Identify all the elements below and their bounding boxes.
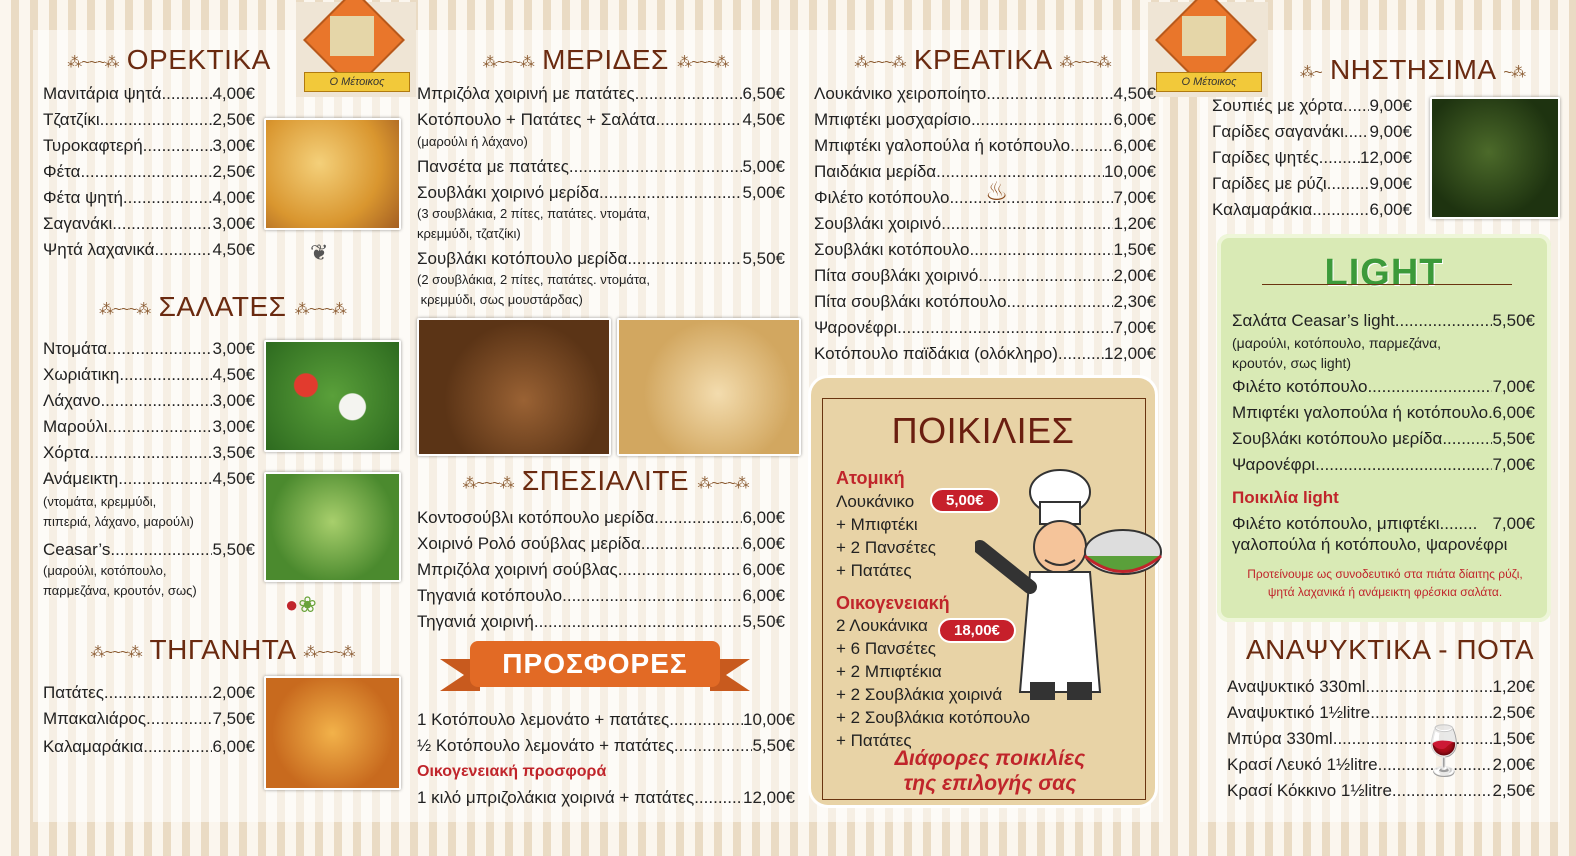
poikilies-slogan: Διάφορες ποικιλίες της επιλογής σας xyxy=(894,747,1086,795)
menu-item xyxy=(1212,148,1412,168)
menu-item-name: Ψαρονέφρι xyxy=(1232,455,1316,474)
greek-salad-photo xyxy=(264,340,401,452)
menu-item-name: Γαρίδες με ρύζι xyxy=(1212,174,1327,193)
menu-item-price: 6,00€ xyxy=(1492,403,1535,422)
menu-item-name: Κρασί Λευκό 1½litre xyxy=(1227,755,1378,774)
menu-item-price: 10,00€ xyxy=(743,710,795,729)
poikilia-line: + Μπιφτέκι xyxy=(836,515,918,534)
menu-item-name: Τυροκαφτερή xyxy=(43,136,143,155)
menu-item xyxy=(814,240,1156,260)
atomiki-price-badge: 5,00€ xyxy=(930,488,1000,513)
menu-item-price: 3,50€ xyxy=(212,443,255,462)
logo-farmer-icon xyxy=(330,16,374,56)
ornament-icon: ⁂~~~⁂ xyxy=(677,53,729,71)
poikilia-line: + 2 Σουβλάκια κοτόπουλο xyxy=(836,708,1031,727)
menu-item-price: 2,00€ xyxy=(1492,755,1535,774)
ornament-icon: ⁂~~~⁂ xyxy=(99,300,151,318)
menu-item xyxy=(417,612,785,632)
poikilia-line: 2 Λουκάνικα xyxy=(836,616,928,635)
menu-item-price: 7,00€ xyxy=(1113,318,1156,337)
menu-item-price: 4,50€ xyxy=(212,365,255,384)
section-heading-anapsyktika: ΑΝΑΨΥΚΤΙΚΑ - ΠΟΤΑ xyxy=(1245,634,1535,665)
family-offer-item: 1 κιλό μπριζολάκια χοιρινά + πατάτες ..... 12,00€ xyxy=(417,788,795,808)
grill-sketch-icon: ♨ xyxy=(985,176,1009,206)
menu-item-name: Μπριζόλα χοιρινή με πατάτες xyxy=(417,84,635,103)
menu-item-name: Ψητά λαχανικά xyxy=(43,240,155,259)
menu-item-price: 4,00€ xyxy=(212,84,255,103)
grilled-chicken-photo xyxy=(617,318,801,456)
menu-item-name: Λουκάνικο χειροποίητο xyxy=(814,84,987,103)
menu-item xyxy=(814,266,1156,286)
menu-item xyxy=(417,110,785,130)
menu-item-price: 12,00€ xyxy=(1360,148,1412,167)
menu-item xyxy=(1232,311,1535,331)
menu-item xyxy=(1227,677,1535,697)
menu-item-name: Σουπιές με χόρτα xyxy=(1212,96,1344,115)
menu-item-price: 5,50€ xyxy=(1492,311,1535,330)
menu-item-name: Γαρίδες ψητές xyxy=(1212,148,1319,167)
logo-text: Ο Μέτοικος xyxy=(1156,72,1262,92)
menu-item-price: 3,00€ xyxy=(212,391,255,410)
poikilia-light-line2: γαλοπούλα ή κοτόπουλο, ψαρονέφρι xyxy=(1232,535,1508,554)
menu-item xyxy=(43,84,255,104)
menu-item xyxy=(1232,403,1535,423)
menu-item-price: 3,00€ xyxy=(212,339,255,358)
menu-item-name: Λάχανο xyxy=(43,391,101,410)
tomato-lettuce-icon: ●❀ xyxy=(285,592,317,617)
menu-item-price: 6,50€ xyxy=(742,84,785,103)
menu-item xyxy=(43,240,255,260)
menu-item xyxy=(43,136,255,156)
menu-item-name: Μανιτάρια ψητά xyxy=(43,84,162,103)
menu-item-name: Σαλάτα Ceasar’s light xyxy=(1232,311,1395,330)
menu-item-price: 2,00€ xyxy=(212,683,255,702)
menu-item xyxy=(417,710,795,730)
menu-item-name: Μπιφτέκι γαλοπούλα ή κοτόπουλο xyxy=(814,136,1071,155)
ceasar-description: (μαρούλι, κοτόπουλο, παρμεζάνα, κρουτόν, σως) xyxy=(43,563,197,598)
poikilia-line: Λουκάνικο xyxy=(836,492,915,511)
menu-item-price: 10,00€ xyxy=(1104,162,1156,181)
section-heading-merides: ⁂~~~⁂ ΜΕΡΙΔΕΣ ⁂~~~⁂ xyxy=(482,44,729,75)
menu-item xyxy=(814,344,1156,364)
section-heading-salates: ⁂~~~⁂ ΣΑΛΑΤΕΣ ⁂~~~⁂ xyxy=(99,291,346,322)
menu-item xyxy=(417,560,785,580)
menu-item-price: 6,00€ xyxy=(742,534,785,553)
menu-item-name: Σουβλάκι χοιρινό xyxy=(814,214,942,233)
menu-item-name: Μαρούλι xyxy=(43,417,108,436)
ornament-icon: ⁂~~~⁂ xyxy=(67,53,119,71)
menu-item-name: Κοντοσούβλι κοτόπουλο μερίδα xyxy=(417,508,655,527)
menu-item-price: 1,20€ xyxy=(1113,214,1156,233)
menu-item xyxy=(417,84,785,104)
menu-item xyxy=(1212,200,1412,220)
menu-item-name: Σουβλάκι χοιρινό μερίδα xyxy=(417,183,600,202)
souvlaki-kotopoulo-description: (2 σουβλάκια, 2 πίτες, πατάτες. ντομάτα, κρεμμύδι, σως μουστάρδας) xyxy=(417,272,651,307)
menu-item-price: 7,00€ xyxy=(1492,455,1535,474)
menu-item-name: Φέτα xyxy=(43,162,81,181)
menu-item-price: 7,50€ xyxy=(212,709,255,728)
menu-item xyxy=(417,157,785,177)
menu-item-name: Ντομάτα xyxy=(43,339,108,358)
menu-item xyxy=(814,214,1156,234)
menu-item-price: 5,50€ xyxy=(742,612,785,631)
mixed-salad-photo xyxy=(264,472,401,582)
ornament-icon: ⁂~~~⁂ xyxy=(90,643,142,661)
menu-item-price: 4,50€ xyxy=(212,469,255,488)
poikilia-line: + 2 Μπιφτέκια xyxy=(836,662,942,681)
menu-item-price: 4,50€ xyxy=(742,110,785,129)
menu-item xyxy=(43,365,255,385)
menu-item xyxy=(1232,377,1535,397)
menu-item-name: Πίτα σουβλάκι χοιρινό xyxy=(814,266,979,285)
fried-calamari-photo xyxy=(264,676,401,790)
menu-item-price: 6,00€ xyxy=(212,737,255,756)
menu-item xyxy=(417,586,785,606)
menu-item-name: Τζατζίκι xyxy=(43,110,100,129)
menu-item xyxy=(43,737,255,757)
prosfores-title: ΠΡΟΣΦΟΡΕΣ xyxy=(470,641,720,687)
menu-item-name: Φέτα ψητή xyxy=(43,188,123,207)
menu-item xyxy=(43,188,255,208)
menu-item-name: Μπιφτέκι γαλοπούλα ή κοτόπουλο xyxy=(1232,403,1489,422)
menu-item-price: 6,00€ xyxy=(742,586,785,605)
menu-item xyxy=(43,709,255,729)
menu-item-name: Πατάτες xyxy=(43,683,104,702)
light-title: LIGHT xyxy=(1324,252,1444,294)
menu-item-name: Καλαμαράκια xyxy=(43,737,144,756)
menu-item-price: 6,00€ xyxy=(1369,200,1412,219)
menu-item xyxy=(417,249,785,269)
menu-item-price: 2,50€ xyxy=(212,110,255,129)
light-ornament-line xyxy=(1262,284,1512,285)
menu-item-price: 1,50€ xyxy=(1113,240,1156,259)
menu-item-name: Ψαρονέφρι xyxy=(814,318,898,337)
menu-item-name: 1 Κοτόπουλο λεμονάτο + πατάτες xyxy=(417,710,670,729)
feta-cheese-photo xyxy=(264,118,401,230)
menu-item-price: 3,00€ xyxy=(212,214,255,233)
menu-item-name: Σουβλάκι κοτόπουλο μερίδα xyxy=(1232,429,1443,448)
menu-item xyxy=(43,110,255,130)
menu-item xyxy=(417,183,785,203)
ornament-icon: ⁂~~~⁂ xyxy=(697,474,749,492)
menu-item-name: ½ Κοτόπουλο λεμονάτο + πατάτες xyxy=(417,736,674,755)
menu-item-price: 4,50€ xyxy=(1113,84,1156,103)
menu-item-price: 5,00€ xyxy=(742,157,785,176)
spinach-dish-photo xyxy=(1430,97,1560,219)
restaurant-logo-2 xyxy=(1148,2,1268,97)
menu-item-price: 7,00€ xyxy=(1492,377,1535,396)
menu-item xyxy=(43,683,255,703)
ornament-icon: ⁂~~~⁂ xyxy=(854,53,906,71)
menu-item-price: 9,00€ xyxy=(1369,122,1412,141)
menu-item-name: Γαρίδες σαγανάκι xyxy=(1212,122,1344,141)
wine-glasses-icon: 🍷 xyxy=(1414,725,1474,778)
logo-text: Ο Μέτοικος xyxy=(304,72,410,92)
family-offer-label: Οικογενειακή προσφορά xyxy=(417,763,607,780)
poikilia-line: + 6 Πανσέτες xyxy=(836,639,936,658)
menu-item-price: 4,50€ xyxy=(212,240,255,259)
menu-item-price: 12,00€ xyxy=(1104,344,1156,363)
light-note: Προτείνουμε ως συνοδευτικό στα πιάτα δίαιτης ρύζι, ψητά λαχανικά ή ανάμεικτη φρέσκια σαλάτα. xyxy=(1247,567,1523,599)
logo-farmer-icon xyxy=(1182,16,1226,56)
menu-item xyxy=(1227,703,1535,723)
menu-item xyxy=(43,214,255,234)
menu-item-name: Χόρτα xyxy=(43,443,90,462)
poikilia-line: + Πατάτες xyxy=(836,731,912,750)
menu-item-price: 9,00€ xyxy=(1369,174,1412,193)
menu-item-price: 5,50€ xyxy=(752,736,795,755)
menu-item-name: Χοιρινό Ρολό σούβλας μερίδα xyxy=(417,534,641,553)
poikilia-line: + 2 Πανσέτες xyxy=(836,538,936,557)
menu-item-price: 3,00€ xyxy=(212,136,255,155)
menu-item-name: Μπιφτέκι μοσχαρίσιο xyxy=(814,110,971,129)
menu-item xyxy=(814,292,1156,312)
menu-item-price: 2,50€ xyxy=(212,162,255,181)
ornament-icon: ⁂~~~⁂ xyxy=(1059,53,1111,71)
menu-item-price: 6,00€ xyxy=(1113,136,1156,155)
menu-item xyxy=(417,534,785,554)
menu-item-name: Παιδάκια μερίδα xyxy=(814,162,937,181)
menu-item xyxy=(1227,755,1535,775)
chef-illustration xyxy=(975,452,1165,710)
menu-item xyxy=(814,110,1156,130)
menu-item-price: 6,00€ xyxy=(742,508,785,527)
menu-item-name: Χωριάτικη xyxy=(43,365,120,384)
kotopoulo-description: (μαρούλι ή λάχανο) xyxy=(417,134,528,149)
menu-item-price: 3,00€ xyxy=(212,417,255,436)
menu-item-price: 5,50€ xyxy=(212,540,255,559)
pork-chop-photo xyxy=(417,318,611,456)
section-heading-spesialite: ⁂~~~⁂ ΣΠΕΣΙΑΛΙΤΕ ⁂~~~⁂ xyxy=(462,465,749,496)
menu-item xyxy=(417,736,795,756)
menu-item-name: Αναψυκτικό 330ml xyxy=(1227,677,1366,696)
menu-item-price: 5,50€ xyxy=(1492,429,1535,448)
poikilia-light-label: Ποικιλία light xyxy=(1232,488,1339,507)
restaurant-logo xyxy=(296,2,416,97)
menu-item xyxy=(1212,96,1412,116)
menu-item-price: 5,50€ xyxy=(742,249,785,268)
menu-item-name: Καλαμαράκια xyxy=(1212,200,1313,219)
menu-item xyxy=(1212,174,1412,194)
menu-item-name: Φιλέτο κοτόπουλο xyxy=(814,188,950,207)
ornament-icon: ⁂~ xyxy=(1299,63,1322,81)
menu-item-name: Ceasar’s xyxy=(43,540,111,559)
menu-item-price: 1,20€ xyxy=(1492,677,1535,696)
menu-item-name: Αναψυκτικό 1½litre xyxy=(1227,703,1371,722)
menu-item-price: 6,00€ xyxy=(742,560,785,579)
menu-item xyxy=(814,136,1156,156)
menu-item-price: 7,00€ xyxy=(1113,188,1156,207)
menu-item xyxy=(43,391,255,411)
menu-item xyxy=(1227,781,1535,801)
menu-item-name: Τηγανιά κοτόπουλο xyxy=(417,586,563,605)
poikilia-line: + 2 Σουβλάκια χοιρινά xyxy=(836,685,1003,704)
mushroom-icon: ❦ xyxy=(310,240,329,265)
menu-item xyxy=(814,318,1156,338)
menu-item-price: 4,00€ xyxy=(212,188,255,207)
menu-item xyxy=(1227,729,1535,749)
menu-item xyxy=(43,540,255,560)
menu-item xyxy=(1232,429,1535,449)
ornament-icon: ⁂~~~⁂ xyxy=(303,643,355,661)
menu-item-name: Τηγανιά χοιρινή xyxy=(417,612,534,631)
atomiki-label: Ατομική xyxy=(836,468,905,488)
menu-item-name: Μπριζόλα χοιρινή σούβλας xyxy=(417,560,618,579)
section-heading-nistisima: ⁂~ ΝΗΣΤΗΣΙΜΑ ~⁂ xyxy=(1299,54,1526,85)
menu-item xyxy=(1232,455,1535,475)
light-ceasar-description: (μαρούλι, κοτόπουλο, παρμεζάνα, κρουτόν, σως light) xyxy=(1232,335,1442,371)
poikilia-light-line1: Φιλέτο κοτόπουλο, μπιφτέκι........ 7,00€ xyxy=(1232,514,1535,533)
section-heading-poikilies: ΠΟΙΚΙΛΙΕΣ xyxy=(891,410,1075,451)
ornament-icon: ⁂~~~⁂ xyxy=(462,474,514,492)
ornament-icon: ~⁂ xyxy=(1503,63,1526,81)
ornament-icon: ⁂~~~⁂ xyxy=(294,300,346,318)
section-heading-kreatika: ⁂~~~⁂ ΚΡΕΑΤΙΚΑ ⁂~~~⁂ xyxy=(854,44,1111,75)
menu-item-price: 1,50€ xyxy=(1492,729,1535,748)
menu-item-name: Σαγανάκι xyxy=(43,214,113,233)
menu-item xyxy=(814,84,1156,104)
ornament-icon: ⁂~~~⁂ xyxy=(482,53,534,71)
poikilia-line: + Πατάτες xyxy=(836,561,912,580)
menu-item-name: Φιλέτο κοτόπουλο xyxy=(1232,377,1368,396)
oikogeneiaki-label: Οικογενειακή xyxy=(836,593,950,613)
prosfores-banner xyxy=(440,633,750,693)
menu-item-name: Πίτα σουβλάκι κοτόπουλο xyxy=(814,292,1007,311)
atomiki-items xyxy=(836,490,936,582)
menu-item-name: Κοτόπουλο παϊδάκια (ολόκληρο) xyxy=(814,344,1058,363)
menu-item-price: 2,50€ xyxy=(1492,703,1535,722)
menu-item-price: 9,00€ xyxy=(1369,96,1412,115)
menu-item-name: Κοτόπουλο + Πατάτες + Σαλάτα xyxy=(417,110,656,129)
menu-item-name: Πανσέτα με πατάτες xyxy=(417,157,569,176)
menu-item-name: Μπύρα 330ml xyxy=(1227,729,1333,748)
menu-item xyxy=(43,469,255,489)
menu-item xyxy=(417,508,785,528)
menu-item xyxy=(43,443,255,463)
menu-item-price: 2,00€ xyxy=(1113,266,1156,285)
anameikti-description: (ντομάτα, κρεμμύδι, πιπεριά, λάχανο, μαρούλι) xyxy=(43,494,194,529)
menu-item xyxy=(43,417,255,437)
menu-item xyxy=(43,162,255,182)
menu-item-name: Ανάμεικτη xyxy=(43,469,119,488)
menu-item xyxy=(1212,122,1412,142)
menu-item-price: 2,30€ xyxy=(1113,292,1156,311)
oikogeneiaki-price-badge: 18,00€ xyxy=(938,618,1016,643)
menu-item-name: Σουβλάκι κοτόπουλο μερίδα xyxy=(417,249,628,268)
section-heading-tiganita: ⁂~~~⁂ ΤΗΓΑΝΗΤΑ ⁂~~~⁂ xyxy=(90,634,355,665)
menu-item-price: 6,00€ xyxy=(1113,110,1156,129)
menu-item-name: Κρασί Κόκκινο 1½litre xyxy=(1227,781,1392,800)
menu-item-price: 2,50€ xyxy=(1492,781,1535,800)
menu-item-name: Σουβλάκι κοτόπουλο xyxy=(814,240,970,259)
souvlaki-xoirino-description: (3 σουβλάκια, 2 πίτες, πατάτες. ντομάτα, κρεμμύδι, τζατζίκι) xyxy=(417,206,651,241)
menu-item-name: Μπακαλιάρος xyxy=(43,709,147,728)
menu-item xyxy=(43,339,255,359)
section-heading-orektika: ⁂~~~⁂ ΟΡΕΚΤΙΚΑ xyxy=(67,44,271,75)
menu-item-price: 5,00€ xyxy=(742,183,785,202)
